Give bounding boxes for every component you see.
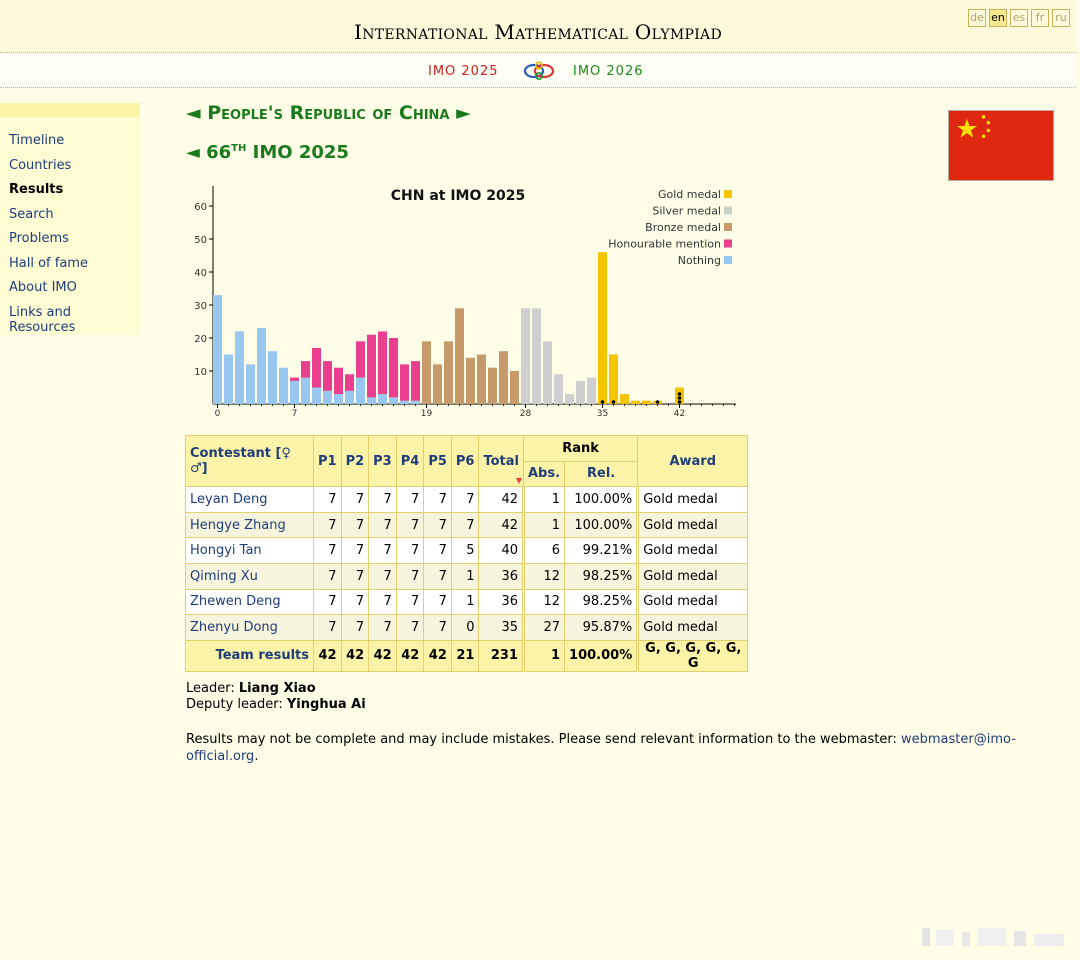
chart-bar (422, 341, 431, 404)
score-p5: 7 (424, 538, 452, 564)
team-p2: 42 (341, 640, 369, 671)
chart-bar (477, 355, 486, 405)
rank-rel-cell: 99.21% (565, 538, 638, 564)
chart-svg (186, 178, 741, 418)
chart-bar (411, 401, 420, 404)
team-total: 231 (479, 640, 524, 671)
contestant-name-cell (186, 487, 314, 513)
site-title: International Mathematical Olympiad (354, 20, 722, 44)
chart-bar (356, 341, 365, 377)
year-navigation (0, 54, 1076, 88)
chart-bar (455, 308, 464, 404)
chart-x-tick-label: 35 (596, 409, 609, 418)
sidebar-link-countries[interactable]: Countries (9, 157, 72, 173)
score-p5: 7 (424, 589, 452, 615)
award-cell: Gold medal (638, 512, 748, 538)
chart-contestant-marker (678, 400, 682, 404)
rank-abs-cell: 1 (523, 487, 564, 513)
chart-bar (631, 401, 640, 404)
chart-bar (620, 394, 629, 404)
chart-legend-swatch (724, 207, 732, 215)
country-title[interactable]: ◄ People's Republic of China ► (186, 102, 471, 124)
sidebar-item-hall-of-fame (9, 256, 140, 281)
total-cell: 40 (479, 538, 524, 564)
lang-ru[interactable]: ru (1052, 9, 1070, 27)
sidebar-item-problems (9, 231, 140, 256)
award-cell: Gold medal (638, 563, 748, 589)
chart-x-tick-label: 0 (214, 409, 221, 418)
chart-contestant-marker (656, 400, 660, 404)
header-rank-rel[interactable]: Rel. (565, 461, 638, 487)
total-cell: 36 (479, 563, 524, 589)
chart-bar (345, 374, 354, 391)
score-p1: 7 (314, 487, 342, 513)
sidebar-link-timeline[interactable]: Timeline (9, 133, 65, 148)
imo-title-sup: TH (231, 143, 247, 154)
score-p6: 1 (451, 589, 479, 615)
leader-name: Liang Xiao (238, 681, 316, 696)
sidebar-item-results (9, 182, 140, 207)
imo-title[interactable] (186, 142, 349, 163)
chart-bar (213, 295, 222, 404)
score-p4: 7 (396, 538, 424, 564)
chart-bar (378, 331, 387, 394)
score-p3: 7 (369, 589, 397, 615)
chart-legend-swatch (724, 223, 732, 231)
header-award[interactable]: Award (638, 436, 748, 487)
score-p4: 7 (396, 589, 424, 615)
chart-bar (367, 335, 376, 398)
chart-title: CHN at IMO 2025 (390, 188, 526, 204)
chart-bar (323, 361, 332, 391)
chart-bar (466, 358, 475, 404)
header-rank-abs[interactable]: Abs. (523, 461, 564, 487)
team-p6: 21 (451, 640, 479, 671)
header-rank: Rank (523, 436, 637, 462)
header-p3[interactable]: P3 (369, 436, 397, 487)
team-p5: 42 (424, 640, 452, 671)
chart-bar (356, 378, 365, 404)
score-p6: 0 (451, 615, 479, 641)
chart-bar (554, 374, 563, 404)
award-cell: Gold medal (638, 487, 748, 513)
total-cell: 42 (479, 512, 524, 538)
next-year-link[interactable]: IMO 2026 (573, 64, 644, 79)
chart-bar (279, 368, 288, 404)
leaders-info (186, 681, 366, 713)
score-p5: 7 (424, 615, 452, 641)
sidebar-item-about (9, 280, 140, 305)
gender-symbols: ♀ ♂ (190, 446, 291, 477)
chart-bar (400, 401, 409, 404)
score-p1: 7 (314, 563, 342, 589)
chart-bar (400, 364, 409, 400)
chart-bar (312, 388, 321, 405)
rank-rel-cell: 100.00% (565, 512, 638, 538)
sidebar-nav (0, 103, 140, 335)
chart-legend-label: Gold medal (657, 188, 721, 201)
chart-legend-swatch (724, 256, 732, 264)
disclaimer-end: . (254, 749, 259, 764)
rank-abs-cell: 27 (523, 615, 564, 641)
team-p3: 42 (369, 640, 397, 671)
chart-bar (224, 355, 233, 405)
score-distribution-chart (186, 178, 741, 418)
chart-x-tick-label: 7 (291, 409, 298, 418)
chart-x-tick-label: 28 (519, 409, 532, 418)
table-row (186, 563, 748, 589)
chart-legend-label: Silver medal (652, 204, 721, 218)
deputy-label: Deputy leader: (186, 697, 287, 712)
sidebar-link-problems[interactable]: Problems (9, 231, 69, 246)
award-cell: Gold medal (638, 589, 748, 615)
chart-bar (488, 368, 497, 404)
deputy-name: Yinghua Ai (286, 697, 366, 712)
contestant-link[interactable]: Hengye Zhang (190, 517, 286, 533)
chart-bar (367, 397, 376, 404)
table-row (186, 538, 748, 564)
sidebar-item-links (9, 304, 140, 335)
rank-abs-cell: 12 (523, 589, 564, 615)
sidebar-item-search (9, 207, 140, 232)
chart-bar (290, 381, 299, 404)
contestant-link[interactable]: Zhewen Deng (190, 594, 281, 610)
score-p5: 7 (424, 563, 452, 589)
total-cell: 42 (479, 487, 524, 513)
header-total[interactable]: Total ▼ (479, 436, 524, 487)
header-p5[interactable]: P5 (424, 436, 452, 487)
sidebar-link-results[interactable]: Results (9, 182, 64, 197)
chart-bar (587, 378, 596, 404)
score-p1: 7 (314, 512, 342, 538)
score-p2: 7 (341, 487, 369, 513)
rank-rel-cell: 98.25% (565, 589, 638, 615)
team-award: G, G, G, G, G, G (638, 640, 748, 671)
chart-bar (378, 394, 387, 404)
chart-y-tick-label: 10 (194, 367, 207, 378)
imo-title-suffix: IMO 2025 (246, 142, 349, 163)
deputy-line (186, 697, 366, 713)
contestant-link[interactable]: Hongyi Tan (190, 543, 262, 559)
sidebar-link-links[interactable]: Links and Resources (9, 304, 76, 335)
team-results-row (186, 640, 748, 671)
score-p3: 7 (369, 487, 397, 513)
chart-bar (576, 381, 585, 404)
header-p6[interactable]: P6 (451, 436, 479, 487)
score-p2: 7 (341, 512, 369, 538)
chart-contestant-marker (678, 392, 682, 396)
sidebar-link-about[interactable]: About IMO (9, 280, 77, 295)
chart-bar (598, 252, 607, 404)
china-flag-icon (948, 110, 1054, 181)
chart-bar (345, 391, 354, 404)
rank-abs-cell: 12 (523, 563, 564, 589)
chart-y-tick-label: 40 (194, 268, 207, 279)
score-p6: 5 (451, 538, 479, 564)
rank-abs-cell: 1 (523, 512, 564, 538)
results-table (185, 435, 748, 672)
webmaster-email-link[interactable]: webmaster@imo-official.org (186, 732, 1016, 764)
chart-bar (301, 378, 310, 404)
contestant-link[interactable]: Leyan Deng (190, 491, 268, 507)
chart-y-tick-label: 30 (194, 301, 207, 312)
header-contestant[interactable]: Contestant [♀ ♂] (186, 436, 314, 487)
chart-bar (521, 308, 530, 404)
chart-bar (565, 394, 574, 404)
chart-bar (543, 341, 552, 404)
chart-bar (532, 308, 541, 404)
chart-contestant-marker (678, 396, 682, 400)
chart-x-tick-label: 42 (673, 409, 686, 418)
lang-es[interactable]: es (1010, 9, 1028, 27)
imo-logo-icon (523, 61, 555, 81)
chart-legend-swatch (724, 190, 732, 198)
score-p3: 7 (369, 538, 397, 564)
lang-de[interactable]: de (968, 9, 986, 27)
chart-legend-swatch (724, 240, 732, 248)
contestant-name-cell (186, 538, 314, 564)
chart-bar (510, 371, 519, 404)
score-p3: 7 (369, 512, 397, 538)
lang-en[interactable]: en (989, 9, 1007, 27)
chart-legend-label: Nothing (677, 254, 721, 267)
score-p2: 7 (341, 563, 369, 589)
chart-bar (312, 348, 321, 388)
rank-abs-cell: 6 (523, 538, 564, 564)
rank-rel-cell: 98.25% (565, 563, 638, 589)
chart-bar (323, 391, 332, 404)
score-p4: 7 (396, 487, 424, 513)
chart-bar (334, 394, 343, 404)
sidebar-cap (0, 103, 140, 117)
chart-bar (246, 364, 255, 404)
score-p3: 7 (369, 615, 397, 641)
table-row (186, 487, 748, 513)
score-p6: 1 (451, 563, 479, 589)
rank-rel-cell: 100.00% (565, 487, 638, 513)
chart-y-tick-label: 60 (194, 202, 207, 213)
score-p4: 7 (396, 512, 424, 538)
scrollbar-indicator-icon (922, 928, 1072, 946)
lang-fr[interactable]: fr (1031, 9, 1049, 27)
score-p4: 7 (396, 615, 424, 641)
score-p5: 7 (424, 512, 452, 538)
score-p6: 7 (451, 487, 479, 513)
language-selector (968, 9, 1070, 27)
header-p4[interactable]: P4 (396, 436, 424, 487)
chart-bar (235, 331, 244, 404)
disclaimer-note (186, 731, 1026, 765)
chart-bar (411, 361, 420, 401)
chart-bar (389, 338, 398, 397)
team-p4: 42 (396, 640, 424, 671)
score-p2: 7 (341, 615, 369, 641)
contestant-name-cell (186, 615, 314, 641)
score-p1: 7 (314, 589, 342, 615)
table-row (186, 589, 748, 615)
leader-label: Leader: (186, 681, 239, 696)
chart-bar (290, 378, 299, 381)
award-cell: Gold medal (638, 615, 748, 641)
sort-desc-icon: ▼ (515, 476, 522, 486)
total-cell: 35 (479, 615, 524, 641)
score-p1: 7 (314, 538, 342, 564)
chart-legend-label: Bronze medal (645, 221, 721, 234)
team-label: Team results (186, 640, 314, 671)
award-cell: Gold medal (638, 538, 748, 564)
score-p2: 7 (341, 538, 369, 564)
contestant-link[interactable]: Zhenyu Dong (190, 619, 278, 635)
contestant-name-cell (186, 563, 314, 589)
chart-bar (257, 328, 266, 404)
team-p1: 42 (314, 640, 342, 671)
chart-y-tick-label: 50 (194, 235, 207, 246)
chart-bar (444, 341, 453, 404)
chart-bar (389, 397, 398, 404)
sidebar-link-hall-of-fame[interactable]: Hall of fame (9, 255, 88, 271)
table-row (186, 512, 748, 538)
prev-year-link[interactable]: IMO 2025 (428, 64, 499, 79)
chart-bar (499, 351, 508, 404)
contestant-name-cell (186, 512, 314, 538)
chart-bar (334, 368, 343, 394)
chart-bar (433, 364, 442, 404)
total-cell: 36 (479, 589, 524, 615)
chart-bar (268, 351, 277, 404)
chart-legend-label: Honourable mention (608, 237, 721, 251)
chart-contestant-marker (601, 400, 605, 404)
rank-rel-cell: 95.87% (565, 615, 638, 641)
chart-bar (642, 401, 651, 404)
sidebar-item-timeline (9, 133, 140, 158)
results-body (186, 487, 748, 641)
header-p1[interactable]: P1 (314, 436, 342, 487)
chart-contestant-marker (612, 400, 616, 404)
contestant-link[interactable]: Qiming Xu (190, 568, 258, 584)
score-p5: 7 (424, 487, 452, 513)
score-p4: 7 (396, 563, 424, 589)
imo-title-prefix: ◄ 66 (186, 142, 232, 163)
chart-bar (609, 355, 618, 405)
sidebar-link-search[interactable]: Search (9, 206, 54, 222)
score-p1: 7 (314, 615, 342, 641)
contestant-name-cell (186, 589, 314, 615)
score-p2: 7 (341, 589, 369, 615)
team-rank-abs: 1 (523, 640, 564, 671)
site-header (0, 0, 1076, 53)
sidebar-item-countries (9, 158, 140, 183)
score-p3: 7 (369, 563, 397, 589)
chart-x-tick-label: 19 (420, 409, 433, 418)
leader-line (186, 681, 366, 697)
disclaimer-text: Results may not be complete and may include mistakes. Please send relevant information to the webmaster: (186, 732, 902, 747)
score-p6: 7 (451, 512, 479, 538)
chart-bar (301, 361, 310, 378)
header-p2[interactable]: P2 (341, 436, 369, 487)
team-rank-rel: 100.00% (565, 640, 638, 671)
table-row (186, 615, 748, 641)
chart-y-tick-label: 20 (194, 334, 207, 345)
